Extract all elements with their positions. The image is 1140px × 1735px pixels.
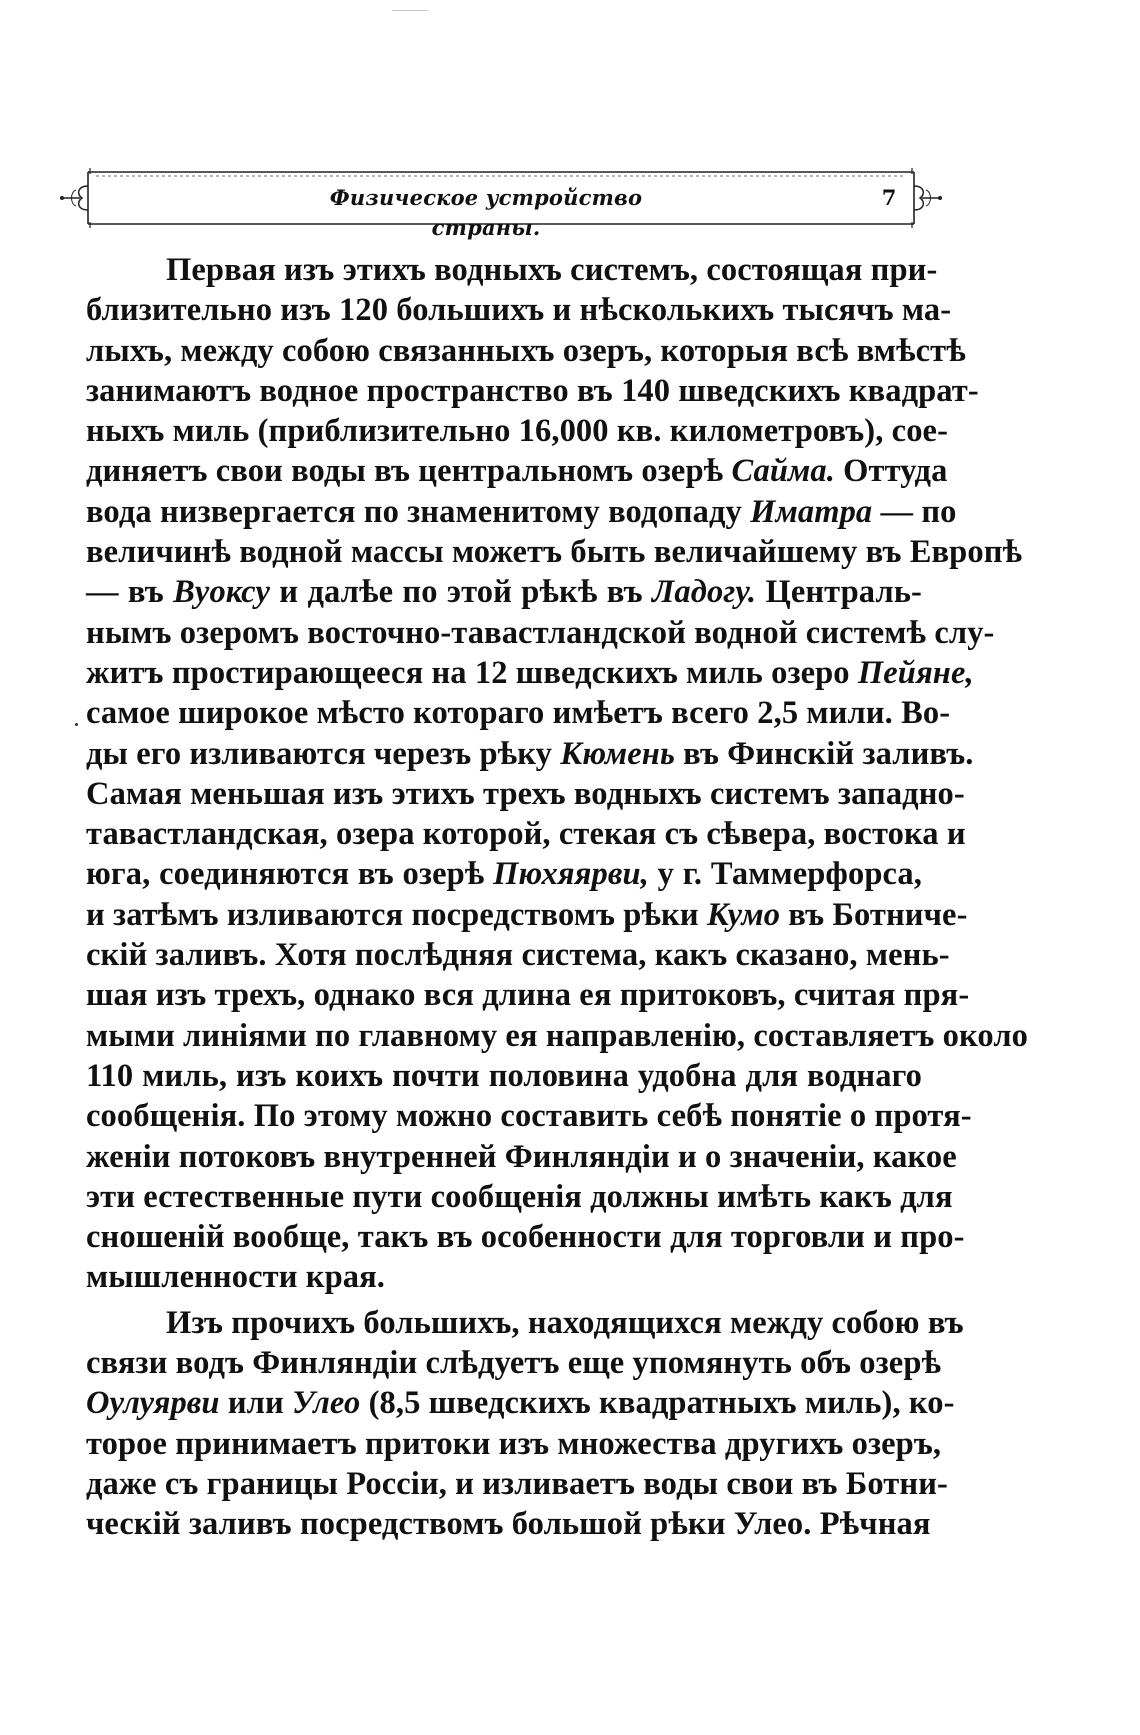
italic-place-name: Кюмень xyxy=(560,735,675,772)
page-number: 7 xyxy=(881,185,897,210)
text-line xyxy=(86,492,957,532)
text-line xyxy=(86,331,966,371)
text-segment: и затѣмъ изливаются посредствомъ рѣки xyxy=(86,896,707,933)
italic-place-name: Оулуярви xyxy=(86,1385,220,1422)
paragraph xyxy=(86,1303,964,1545)
text-line xyxy=(86,895,968,935)
text-segment: лыхъ, между собою связанныхъ озеръ, которыя всѣ вмѣстѣ xyxy=(86,332,966,369)
text-line xyxy=(86,693,951,733)
text-segment: диняетъ свои воды въ центральномъ озерѣ xyxy=(86,453,732,490)
text-segment: сношеній вообще, такъ въ особенности для торговли и про- xyxy=(86,1219,965,1256)
text-segment: связи водъ Финляндіи слѣдуетъ еще упомянуть объ озерѣ xyxy=(86,1345,942,1382)
italic-place-name: Вуоксу xyxy=(173,574,270,611)
text-segment: Самая меньшая изъ этихъ трехъ водныхъ системъ западно- xyxy=(86,775,965,812)
text-segment: и далѣе по этой рѣкѣ въ xyxy=(269,574,652,611)
text-segment: у г. Таммерфорса, xyxy=(648,856,923,893)
italic-place-name: Улео xyxy=(292,1385,361,1422)
italic-place-name: Пейяне, xyxy=(857,654,974,691)
text-line xyxy=(86,1343,942,1383)
text-segment: шая изъ трехъ, однако вся длина ея притоковъ, считая пря- xyxy=(86,977,970,1014)
text-segment: величинѣ водной массы можетъ быть величайшему въ Европѣ xyxy=(86,534,1023,571)
text-line xyxy=(86,1137,957,1177)
text-line xyxy=(86,1424,942,1464)
text-segment: Оттуда xyxy=(834,453,948,490)
text-line xyxy=(86,1257,922,1297)
italic-place-name: Иматра xyxy=(750,493,873,530)
text-line xyxy=(86,653,974,693)
italic-place-name: Ладогу. xyxy=(651,574,757,611)
text-line xyxy=(86,411,949,451)
text-segment: близительно изъ 120 большихъ и нѣсколькихъ тысячъ ма- xyxy=(86,292,952,329)
text-segment: мышленности края. xyxy=(86,1259,386,1296)
text-segment: въ Финскій заливъ. xyxy=(674,735,974,772)
paragraph xyxy=(86,250,1029,1298)
text-segment: — по xyxy=(872,493,957,530)
text-line xyxy=(86,1177,953,1217)
body-text xyxy=(86,250,1029,1545)
text-segment: — въ xyxy=(86,574,174,611)
text-segment: эти естественные пути сообщенія должны имѣть какъ для xyxy=(86,1178,953,1215)
text-segment: (8,5 шведскихъ квадратныхъ миль), ко- xyxy=(360,1385,955,1422)
text-segment: юга, соединяются въ озерѣ xyxy=(86,856,494,893)
text-segment: ды его изливаются черезъ рѣку xyxy=(86,735,561,772)
text-line xyxy=(86,1217,965,1257)
text-line xyxy=(86,1504,931,1544)
text-line xyxy=(86,854,922,894)
text-segment: ческій заливъ посредствомъ большой рѣки Улео. Рѣчная xyxy=(86,1506,931,1543)
text-segment: или xyxy=(219,1385,293,1422)
text-line xyxy=(86,451,948,491)
text-segment: занимаютъ водное пространство въ 140 шведскихъ квадрат- xyxy=(86,372,979,409)
top-rule xyxy=(392,10,428,11)
text-segment: Первая изъ этихъ водныхъ системъ, состоящая при- xyxy=(166,252,938,288)
italic-place-name: Пюхяярви, xyxy=(493,856,649,893)
italic-place-name: Кумо xyxy=(706,896,781,933)
text-segment: въ Ботниче- xyxy=(780,896,968,933)
text-segment: тавастландская, озера которой, стекая съ сѣвера, востока и xyxy=(86,816,966,853)
text-segment: торое принимаетъ притоки изъ множества другихъ озеръ, xyxy=(86,1425,942,1462)
text-line xyxy=(86,1383,955,1423)
text-segment: женіи потоковъ внутренней Финляндіи и о значеніи, какое xyxy=(86,1138,957,1175)
text-segment: ныхъ миль (приблизительно 16,000 кв. километровъ), сое- xyxy=(86,413,949,450)
text-segment: сообщенія. По этому можно составить себѣ понятіе о протя- xyxy=(86,1098,972,1135)
text-line xyxy=(86,613,995,653)
text-line xyxy=(86,975,970,1015)
italic-place-name: Сайма. xyxy=(731,453,835,490)
print-speck xyxy=(75,723,78,726)
text-line xyxy=(86,774,965,814)
text-line xyxy=(86,1096,972,1136)
text-line xyxy=(86,1056,922,1096)
text-segment: 110 миль, изъ коихъ почти половина удобна для воднаго xyxy=(86,1057,922,1094)
text-line xyxy=(86,572,922,612)
text-segment: даже съ границы Россіи, и изливаетъ воды свои въ Ботни- xyxy=(86,1465,948,1502)
text-line xyxy=(86,935,950,975)
text-segment: вода низвергается по знаменитому водопаду xyxy=(86,493,751,530)
text-segment: житъ простирающееся на 12 шведскихъ миль озеро xyxy=(86,654,858,691)
text-line xyxy=(86,1016,1029,1056)
text-line xyxy=(86,532,1023,572)
text-line xyxy=(86,290,952,330)
text-segment: нымъ озеромъ восточно-тавастландской водной системѣ слу- xyxy=(86,614,995,651)
text-segment: мыми линіями по главному ея направленію, составляетъ около xyxy=(86,1017,1029,1054)
text-line xyxy=(86,814,966,854)
text-segment: Изъ прочихъ большихъ, находящихся между собою въ xyxy=(166,1304,964,1341)
text-line xyxy=(86,1464,948,1504)
text-line xyxy=(86,250,938,290)
text-line xyxy=(86,734,974,774)
text-segment: самое широкое мѣсто котораго имѣетъ всего 2,5 мили. Во- xyxy=(86,695,951,732)
text-segment: Централь- xyxy=(756,574,922,611)
running-header xyxy=(56,168,946,240)
text-line xyxy=(86,371,979,411)
text-segment: скій заливъ. Хотя послѣдняя система, какъ сказано, мень- xyxy=(86,937,950,974)
text-line xyxy=(86,1303,964,1343)
header-title: Физическое устройство страны. xyxy=(329,185,643,240)
